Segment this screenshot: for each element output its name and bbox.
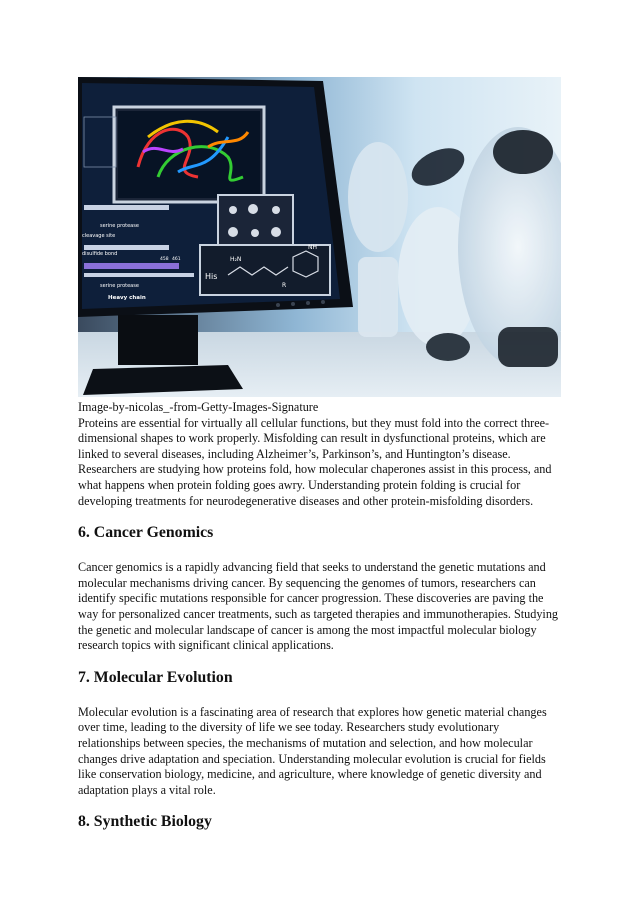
lab-computer-photo bbox=[78, 77, 561, 397]
section-heading-synthetic-biology: 8. Synthetic Biology bbox=[78, 813, 212, 831]
section-heading-molecular-evolution: 7. Molecular Evolution bbox=[78, 668, 233, 686]
r-label: R bbox=[282, 282, 287, 289]
document-page bbox=[78, 77, 563, 849]
cleavage-site-label: cleavage site bbox=[82, 233, 116, 239]
nh-label: NH bbox=[308, 244, 317, 251]
heavy-chain-label: Heavy chain bbox=[108, 295, 146, 301]
section-heading-cancer-genomics: 6. Cancer Genomics bbox=[78, 524, 214, 542]
residue-number-2: 461 bbox=[172, 257, 181, 262]
section-body-cancer-genomics: Cancer genomics is a rapidly advancing field that seeks to understand the genetic mutations and molecular mechanisms driving cancer. By sequencing the genomes of tumors, researchers can identify specific mutations responsible for cancer progression. These discoveries are paving the way for personalized cancer treatments, such as targeted therapies and immunotherapies. Studying the genetic and molecular landscape of cancer is among the most impactful molecular biology research topics with significant clinical applications. bbox=[78, 560, 559, 653]
disulfide-bond-label: disulfide bond bbox=[82, 251, 118, 257]
intro-paragraph: Proteins are essential for virtually all cellular functions, but they must fold into the correct three-dimensional shapes to work properly. Misfolding can result in dysfunctional proteins, which are linked to several diseases, including Alzheimer’s, Parkinson’s, and Huntington’s disease. Researchers are studying how proteins fold, how molecular chaperones assist in this process, and what happens when protein folding goes awry. Understanding protein folding is crucial for developing treatments for neurodegenerative diseases and other protein-misfolding disorders. bbox=[78, 415, 552, 508]
section-body-molecular-evolution: Molecular evolution is a fascinating area of research that explores how genetic material changes over time, leading to the diversity of life we see today. Researchers study evolutionary relationships between species, the mechanisms of mutation and selection, and how molecular changes drive adaptation and speciation. Understanding molecular evolution is crucial for fields like conservation biology, medicine, and agriculture, where knowledge of genetic diversity and adaptation plays a vital role. bbox=[78, 704, 547, 797]
h2n-label: H₂N bbox=[230, 256, 242, 263]
serine-protease-label-1: serine protease bbox=[100, 223, 139, 229]
residue-number-1: 458 bbox=[160, 257, 169, 262]
serine-protease-label-2: serine protease bbox=[100, 283, 139, 289]
figure-caption: Image-by-nicolas_-from-Getty-Images-Signature bbox=[78, 400, 319, 414]
his-label: His bbox=[205, 272, 218, 281]
microscope-illustration bbox=[348, 127, 561, 367]
